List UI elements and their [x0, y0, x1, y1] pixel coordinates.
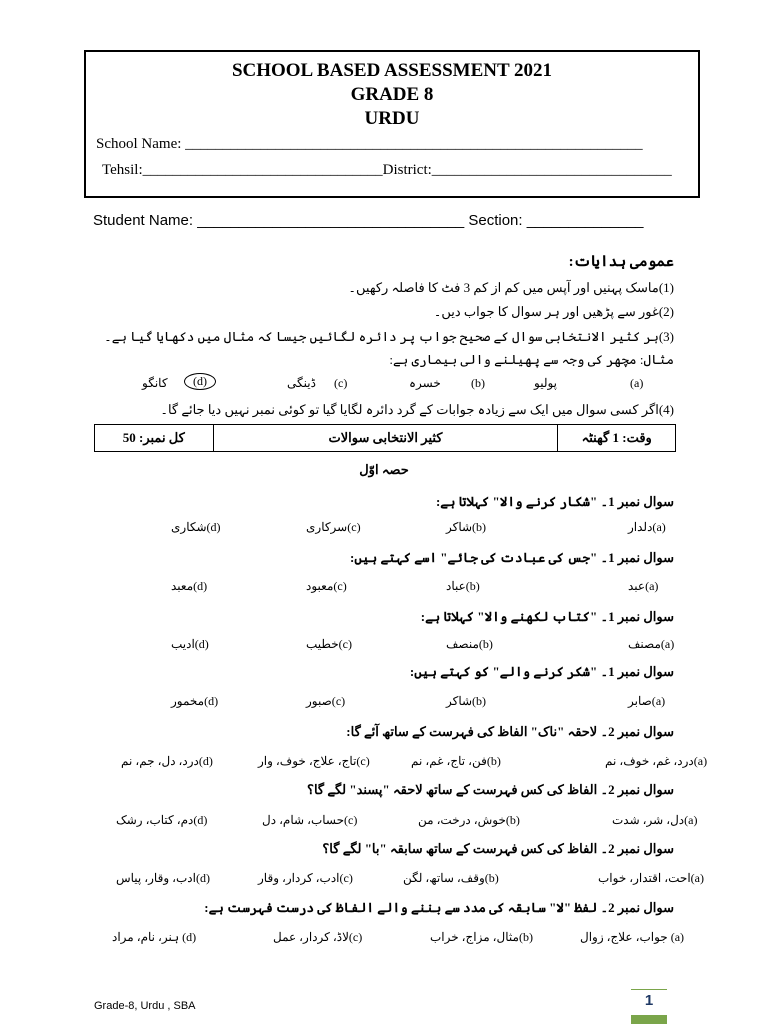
option-b[interactable]: (b)خوش، درخت، من: [418, 813, 520, 827]
question: سوال نمبر 2۔ لفظ "لا" سابقہ کی مدد سے بننے والے الفاظ کی درست فہرست ہے:: [204, 900, 674, 915]
example-option-label: (c): [334, 376, 348, 390]
time-cell: وقت: 1 گھنٹہ: [557, 425, 675, 451]
section-title: حصہ اوّل: [359, 462, 409, 477]
question: سوال نمبر 1۔ "کتاب لکھنے والا" کہلاتا ہے:: [420, 609, 674, 624]
example-option-label: (b): [471, 376, 485, 390]
option-a[interactable]: (a)عبد: [628, 579, 659, 593]
student-name-line: Student Name: ________________________________ Section: ______________: [93, 212, 644, 229]
option-b[interactable]: (b)شاکر: [446, 520, 487, 534]
option-a[interactable]: (a)دلدار: [628, 520, 666, 534]
info-table: [94, 424, 676, 452]
question: سوال نمبر 2۔ الفاظ کی کس فہرست کے ساتھ لاحقہ "پسند" لگے گا؟: [307, 782, 674, 797]
subject-title: URDU: [364, 108, 420, 129]
option-c[interactable]: (c)خطیب: [306, 637, 352, 651]
school-name-line: School Name: _____________________________________________________________: [96, 136, 643, 152]
example-prompt: مثال: مچھر کی وجہ سے پھیلنے والی بیماری ہے:: [389, 352, 674, 367]
option-c[interactable]: (c)تاج، علاج، خوف، وار: [258, 754, 370, 768]
question: سوال نمبر 1۔ "شکار کرنے والا" کہلاتا ہے:: [435, 494, 674, 509]
instructions-heading: عمومی ہدایات:: [568, 254, 674, 270]
option-c[interactable]: (c)ادب، کردار، وقار: [258, 871, 353, 885]
option-b[interactable]: (b)عباد: [446, 579, 480, 593]
footer-text: Grade-8, Urdu , SBA: [94, 1000, 196, 1012]
tehsil-district-line: Tehsil:________________________________District:________________________________: [102, 162, 672, 178]
option-c[interactable]: (c)صبور: [306, 694, 346, 708]
option-a[interactable]: (a)مصنف: [628, 637, 675, 651]
page-rule: [631, 989, 667, 990]
instruction-item: (4)اگر کسی سوال میں ایک سے زیادہ جوابات کے گرد دائرہ لگایا گیا تو کوئی نمبر نہیں دیا جائے گا۔: [160, 402, 674, 417]
option-d[interactable]: (d)مخمور: [171, 694, 219, 708]
question: سوال نمبر 2۔ الفاظ کی کس فہرست کے ساتھ سابقہ "با" لگے گا؟: [322, 841, 674, 856]
example-option-text: پولیو: [534, 376, 558, 390]
example-circled-option: [184, 373, 216, 390]
option-a[interactable]: (a)درد، غم، خوف، نم: [605, 754, 708, 768]
option-c[interactable]: (c)حساب، شام، دل: [262, 813, 358, 827]
instruction-item: (1)ماسک پہنیں اور آپس میں کم از کم 3 فٹ کا فاصلہ رکھیں۔: [348, 280, 674, 295]
option-a[interactable]: (a)صابر: [628, 694, 666, 708]
option-b[interactable]: (b)مثال، مزاج، خراب: [430, 930, 533, 944]
page-bar: [631, 1015, 667, 1024]
option-d[interactable]: (d)دم، کتاب، رشک: [116, 813, 208, 827]
grade-title: GRADE 8: [350, 84, 434, 105]
option-b[interactable]: (b)وقف، ساتھ، لگن: [403, 871, 499, 885]
option-d[interactable]: (d)درد، دل، جم، نم: [121, 754, 213, 768]
exam-title: SCHOOL BASED ASSESSMENT 2021: [231, 60, 553, 81]
header-box: [84, 50, 700, 198]
option-c[interactable]: (c)سرکاری: [306, 520, 361, 534]
example-option-text: ڈینگی: [287, 376, 316, 390]
example-option-label: (a): [630, 376, 644, 390]
option-b[interactable]: (b)شاکر: [446, 694, 487, 708]
option-a[interactable]: (a)دل، شر، شدت: [612, 813, 698, 827]
question: سوال نمبر 1۔ "جس کی عبادت کی جائے" اسے کہتے ہیں:: [350, 550, 674, 565]
instruction-item: (3)ہر کثیر الانتخابی سوال کے صحیح جواب پر دائرہ لگائیں جیسا کہ مثال میں دکھایا گیا ہے۔: [104, 329, 674, 344]
option-c[interactable]: (c)لاڈ، کردار، عمل: [273, 930, 363, 944]
question: سوال نمبر 2۔ لاحقہ "ناک" الفاظ کی فہرست کے ساتھ آئے گا:: [346, 724, 674, 739]
option-d[interactable]: (d)ادب، وقار، پیاس: [116, 871, 210, 885]
option-d[interactable]: (d) ہنر، نام، مراد: [112, 930, 197, 944]
page-number: 1: [644, 992, 654, 1009]
option-a[interactable]: (a)احت، اقتدار، خواب: [598, 871, 704, 885]
option-d[interactable]: (d)ادیب: [171, 637, 209, 651]
type-cell: کثیر الانتخابی سوالات: [213, 425, 558, 451]
option-d[interactable]: (d)شکاری: [171, 520, 221, 534]
answer-circle: (d): [184, 373, 216, 390]
example-option-text: خسرہ: [409, 376, 441, 390]
instruction-item: (2)غور سے پڑھیں اور ہر سوال کا جواب دیں۔: [433, 304, 674, 319]
marks-cell: کل نمبر: 50: [122, 430, 185, 445]
option-a[interactable]: (a) جواب، علاج، زوال: [580, 930, 685, 944]
option-b[interactable]: (b)فن، تاج، غم، نم: [411, 754, 501, 768]
example-option-text: کانگو: [142, 376, 168, 390]
question: سوال نمبر 1۔ "شکر کرنے والے" کو کہتے ہیں:: [409, 664, 674, 679]
option-d[interactable]: (d)معبد: [171, 579, 208, 593]
option-c[interactable]: (c)معبود: [306, 579, 347, 593]
option-b[interactable]: (b)منصف: [446, 637, 493, 651]
